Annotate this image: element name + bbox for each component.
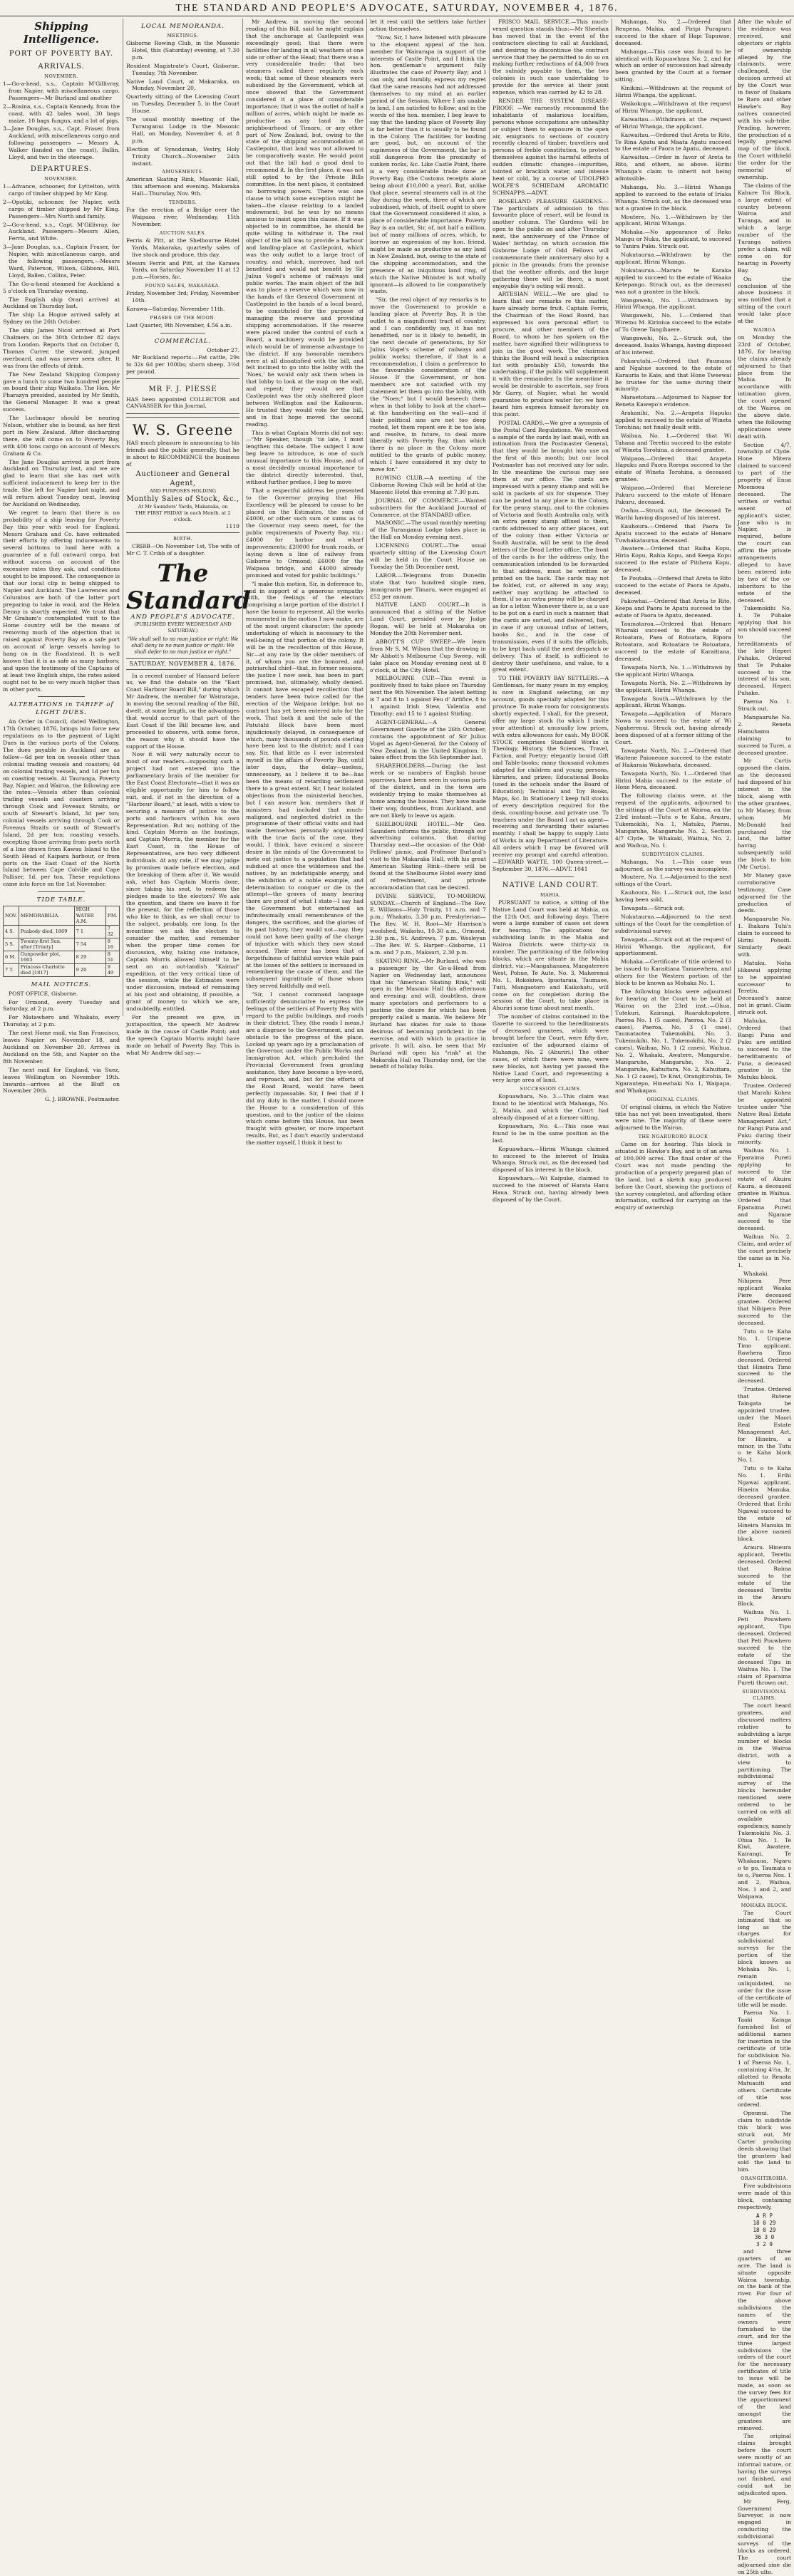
court-entry: Of original claims, in which the Native title has not yet been investigated, there were nine. The majority of these were adjourned to the Wairoa. (615, 1103, 731, 1132)
article-paragraph: let it rest until the settlers take further action themselves. (370, 19, 486, 32)
court-entry: On the conclusion of the above business it was notified that a sitting of the court would take place at the (738, 275, 791, 325)
court-entry: Tawapata North, No. 2.—Ordered that Waitene Paioneone succeed to the estate of Hakaraia Wakawhata, deceased. (615, 747, 731, 768)
court-entry: Kauhoura.—Ordered that Paora Te Apatu succeed to the estate of Henare Tuwhakataurua, deceased. (615, 522, 731, 544)
mail-paragraph: The next mail for England, via Suez, leaves Wellington on November 19th. Inwards—arrives at the Bluff on November 20th. (3, 1066, 120, 1095)
newspaper-logo: The Standard (126, 559, 251, 615)
divider (527, 876, 574, 877)
tide-heading: TIDE TABLE. (36, 896, 86, 904)
news-item: FRISCO MAIL SERVICE.—This much-vexed question stands thus:—Mr Sheehan has moved that in the event of the contractors electing to call at Auckland, and desiring to discontinue the contract service that they be permitted to do so on making further reductions of £4,000 from the subsidy payable to them, the two colonies in such case undertaking to provide for the service at their joint expense, which was carried by 42 to 28. (493, 19, 609, 96)
news-item: SKATING RINK.—Mr Burland, who was a passenger by the Go-a-Head from Napier on Wednesday last, announces that his "American Skating Rink," will open in the Masonic Hall this afternoon and evening; and will, doubtless, draw many spectators and performers to a pastime the desire for which has been properly called a mania. We believe Mr Burland has skates for sale to those desirous of becoming proficient in the exercise, and with which to practice in private. It will, also, be seen that Mr Burland will open his "rink" at the Makaraka Hall on Thursday next, for the benefit of holiday folks. (370, 957, 486, 1070)
list-item: 1—Advance, schooner, for Lyttelton, with cargo of timber shipped by Mr King. (3, 182, 120, 197)
court-entry: Awatere.—Ordered that Raiha Kopu, Hiria Kopu, Rahia Kopu, and Keepa Kopu succeed to the estate of Pitihera Kopu, deceased. (615, 545, 731, 574)
acreage-row: 18 0 29 (753, 2219, 776, 2226)
masthead: THE STANDARD AND PEOPLE'S ADVOCATE, SATURDAY, NOVEMBER 4, 1876. (0, 0, 794, 16)
publication-schedule: (PUBLISHED EVERY WEDNESDAY AND SATURDAY.) (134, 621, 232, 633)
list-item: Messrs Ferris and Pitt, at the Karawa Yards, on Saturday November 11 at 12 p.m.—Horses, &c. (126, 259, 239, 281)
news-item: ABBOTT'S CUP SWEEP.—We learn from Mr S. M. Wilson that the drawing in Mr Abbott's Melbourne Cup Sweep, will take place on Monday evening next at 8 o'clock, at the City Hotel. (370, 638, 486, 673)
departures-month: NOVEMBER. (44, 175, 78, 182)
table-cell: 4 S. (4, 925, 19, 938)
court-entry: Moutere, No. 1.—Withdrawn by the applicant, Hirini Whanga. (615, 213, 731, 227)
acreage-row: A R P (756, 2212, 773, 2219)
news-paragraph: The Luchnagar should be nearing Nelson, whither she is bound, as her first port in New Zealand. After discharging there, she will come on to Poverty Bay, with 400 tons cargo on account of Messrs Graham & Co. (3, 415, 120, 457)
court-entry: Opounui. The claim to subdivide this block was struck out, Mr Carter producing deeds showing that the grantees had sold the land to him. (738, 2110, 791, 2173)
column-4 (366, 19, 489, 1070)
list-item: Native Land Court, at Makaraka, on Monday, November 20. (126, 78, 239, 92)
court-entry: Tawapata North, No. 1.—Ordered that Hirini Mahia succeed to the estate of Hone Mera, deceased. (615, 770, 731, 791)
article-paragraph: This is what Captain Morris did not say:—"Mr Speaker, though 'tis late, I must lengthen this debate. The subject I now beg leave to introduce, is one of such unusual importance to this House, and of a most decidedly unusual importance to the district directly interested, that, without further preface, I beg to move (246, 429, 364, 485)
court-paragraph: PURSUANT to notice, a sitting of the Native Land Court was held at Mahia, on the 12th Oct. and following days. There were a large number of cases set down for hearing. The applications for subdividing lands in the Mahia and Wairoa Districts were thirty-six in number. The partitioning of the following blocks, which are situate in the Mahia district, viz:—Mangahanaea, Mangaterere West, Pohue, Te Aute, No. 3, Maherenui No. 1, Rokokiwa, Ipuotaraia, Taumaoe, Tuiti, Mangaotoro and Kaikohatu, will come on for completion during the session of the Court, to take place in Ahuriri some time about next month. (493, 899, 609, 1012)
acreage-row: 18 0 29 (753, 2226, 776, 2233)
birth-text: CRIBB—On November 1st, The wife of Mr C. T. Cribb of a daughter. (126, 542, 239, 557)
article-paragraph: "I make this motion, Sir, in deference to, and in support of a generous sympathy with, the feelings of the electors comprising a large portion of the district I have the honor to represent. All the works enumerated in the motion I now make, are of the most urgent character; the speedy undertaking of which is necessary to the well-being of that portion of the colony. It will be in the recollection of this House, Sir—at any rate by the older members of it, of whom you are the honored, and patriarchal chief—that, in former sessions, the justice I now seek, has been in part promised, but, ultimately, wholly denied. It cannot have escaped recollection that tenders have been twice called for the erection of the Waipaoa bridge, but no contract has yet been entered into for the work. That both it and the sale of the Patutahi Block have been most injudiciously delayed, in consequence of which, many thousands of pounds sterling have been lost to the district; and I can say, Sir, that little as I ever interested myself in the affairs of Poverty Bay, until later days, the delay—useless, unnecessary, as I believe it to be—has been the means of retarding settlement there to a great extent. Sir, I hear isolated objections from the ministerial benches, but I can assure hon. members that if ministers had included that much-maligned, and neglected district in the programme of their official visits and had made themselves personally acquainted with the true facts of the case, they would, I think, have evinced a sincere desire in the minds of the Government to mete out justice to a population that had subdued at once the wilderness and the natives, by an indefatigable energy, and the exhibition of a noble example, and determination to conquer or die in the attempt—the graves of many bearing there are proof of what I state—I say had the Government but entertained an infinitesimally small remembrance of the dangers, the sacrifices, and the glories of its past history, they would not—nay, they could not have been guilty of the charge of injustice with which they now stand accused. Their error has been that of forgetfulness of faithful service while pain at the losses of the settlers is increased in remembering the cause of them, and the subsequent ingratitude of those whom they served faithfully and well. (246, 580, 364, 990)
article-paragraph: "Sir, the real object of my remarks is to move the Government to provide a landing place at Poverty Bay. It is the outlet to a magnificent tract of country, and I can confidently say, it has not benefitted, nor is it likely to benefit, in the next decade of generations, by Sir Julius Vogel's scheme of railways and public works; therefore, if that is a recommendation, I claim a preference to the favourable consideration of the House. If the Government, or hon. members are not satisfied with my statement let them go into the lobby, with the "Noes;" but I would beseech them when in that lobby to look at the chart—at the handwriting on the wall—and if their political sins are not too deep rooted, let them repent ere it be too late, and resolve, in future, to deal more liberally with Poverty Bay, than which there is no place in the Colony more entitled to the grants of public money, which I have considered it my duty to move for." (370, 296, 486, 473)
land-court-location: MAHIA. (540, 891, 561, 898)
court-entry: The following claims were, at the request of the applicants, adjourned to the sittings of the Court at Wairoa, on the 23rd instant:—Tutu o te Kaha, Arauru, Tukemokihi, No. 1, Matuku, Pierau, Mangaruhe, Mangaruhe No. 2, Section 4/7 Clyde, Te Whakaki, Waihua, No. 2, and Waihua, No. 1. (615, 792, 731, 849)
subdivisional-heading: SUBDIVISIONAL CLAIMS. (742, 1689, 787, 1702)
court-entry: Owhio.—Struck out, the deceased Te Warihi having disposed of his interest. (615, 507, 731, 521)
list-item: 1—Go-a-head, s.s., Captain M'Gillivray, from Napier, with miscellaneous cargo. Passengers—Mr Burland and another (3, 81, 120, 101)
news-item: ROWING CLUB.—A meeting of the Gisborne Rowing Club will be held at the Masonic Hotel this evening at 7.30 p.m. (370, 475, 486, 495)
court-entry: Tawapata.—Struck out. (621, 905, 685, 912)
court-entry: Wangawehi, No. 1.—Ordered that Wiremu M. Kiriniua succeed to the estate of To Orene Tangihaere. (615, 312, 731, 333)
column-2 (123, 19, 251, 1056)
court-entry: The claims of the Kahure Toi Block, a large extent of country between Wairoa and Turanga, and in which a large number of the Turanga natives prefer a claim, will come on for hearing in Poverty Bay. (738, 182, 791, 274)
news-paragraph: The Go-a-head steamed for Auckland a 5 o'clock on Thursday evening. (3, 280, 120, 294)
court-entry: Mahuka. Ordered that Rangi Puna and Puku are entitled to succeed to the hereditaments of Puna, a deceased grantee in the Matuku block. (738, 1018, 791, 1081)
mail-heading: MAIL NOTICES. (31, 981, 92, 988)
news-item: SHELBOURNE HOTEL.—Mr Geo. Saunders informs the public, through our advertising columns, that during Thursday next—the occasion of the Odd-Fellows' picnic, and Professor Burland's visit to the Makaraka Hall, with his great American Skating Rink—there will be found at the Shelbourne Hotel every kind of refreshment, and private accommodation that can be desired. (370, 820, 486, 891)
greene-location: At Mr Saunders' Yards, Makaraka, on (138, 503, 228, 509)
court-entry: Mohaka.—Certificate of title ordered to be issued to Karaitiana Tamaewhera, and others for the Western portion of the block to be known as Mohaka No. 1. (615, 958, 731, 987)
table-header: NOV. (4, 906, 19, 926)
court-entry: Five subdivisions were made of this block, containing respectively, (738, 2183, 791, 2210)
tenders-heading: TENDERS. (168, 200, 197, 206)
news-item: POSTAL CARDS.—We give a synopsis of the Postal Card Regulations. We received a sample of the cards by last mail, with an intimation from the Postmaster General, that they would be brought into use on the first of this month; but our local Postmaster has not received any for sale. In the meantime the curious may see them at our office. The cards are impressed with a penny stamp and will be sold in packets of six for sixpence. They can be posted to any place in the Colony, for the penny stamp, and to the colonies of Victoria and South Australia only, with an extra penny stamp affixed to them, cards addressed to any other places, out of the colony than either Victoria or South Australia, will be sent to the dead letters of the Dead Letter office. The front of the cards is for the address only, the communication intended to be forwarded to that address, must be written or printed on the back. The cards may not be folded, cut, or altered in any way; neither may anything be attached to them, if so an extra penny will be charged as for a letter. Whenever there is, as a use to be put on a card in such a manner, that the cards are sorted, and delivered, fast, in case if any unusual influx of letters, books &c., and in the case of transmission, even if it suits the officials, to be kept back until the next despatch or delivery. This of itself, is sufficient to destroy their usefulness, and value, to a great extent. (493, 419, 609, 673)
court-entry: Tawapata.—Struck out at the request of Hirini Whanga, the applicant, for apportionment. (615, 936, 731, 957)
editorial-paragraph: For the present we give, in juxtaposition, the speech Mr Andrew made in the cause of Castle Point; and the speech Captain Morris might have made on behalf of Poverty Bay. This is what Mr Andrew did say:— (126, 1014, 239, 1056)
table-cell: 7 T. (4, 963, 19, 976)
table-row (4, 963, 120, 976)
greene-purposes: AND PURPOSES HOLDING (149, 487, 216, 494)
court-entry: Waihua No. 1. Peti Pouwhero applicant, Tipu deceased. Ordered that Peti Pouwhero succeed to the estate of the deceased Tipu in Waihua No. 1. The claim of Eparaima Pureti thrown out. (738, 1609, 791, 1687)
table-header: MEMORABILIA. (19, 906, 74, 926)
court-entry: The court heard grantees, and discussed matters relative to subdividing a large number of blocks in the Wairoa district, with a view to partitioning. The subdivisional survey of the blocks hereunder mentioned were ordered to be carried on with all available expediency, namely Tukemokihi No. 3. Ohua No. 1. Te Kiwi, Awatere, Kairangi, Te Whakaaua, Ngaru o te po, Taumata o te o, Paeroa Nos. 1 and 2, Waihua, Nos. 1 and 2, and Waipawa. (738, 1702, 791, 1900)
table-cell: 7 32 (105, 925, 119, 938)
court-entry: The Court intimated that so long as the charges for subdivisional surveys for the portion of the block known as Mohaka No. 1, remain unliquidated, no order for the issue of the certificate of title will be made. (738, 1909, 791, 2008)
news-item: JOURNAL OF COMMERCE.—Wanted subscribers for the Auckland Journal of Commerce, at the STANDARD office. (370, 497, 486, 518)
column-7 (734, 19, 794, 2575)
court-entry: Mr Curtis opposed the claim, as the deceased had disposed of his interest in the block, along with the other grantees, to Mr Maney, from whom Mr McDonald had purchased the land, the latter having subsequently sold the block to him (Mr Curtis). (738, 757, 791, 871)
court-entry: Kinikini.—Withdrawn at the request of Hirini Whanga, the applicant. (615, 85, 731, 99)
news-item: ARTESIAN WELL.—We are glad to learn that our remarks re this matter, have already borne fruit. Captain Ferris, the Chairman of the Road Board, has expressed his own personal effort to procure, and other members of the Board, to whom he has spoken on the matter, have signified their willingness to join in the good work. The chairman thinks the Board will head a subscription list with probably £50, towards the undertaking, if the public will supplement it with the remainder. In the meantime it would be desirable to ascertain, say from Mr Garry, of Napier, what he would guarantee to produce water for; we have heard him express himself favorably on this point. (493, 291, 609, 418)
court-entry: Paeroa No. 1. Struck out. (738, 698, 791, 713)
mail-paragraph: For Ormond, every Tuesday and Saturday, at 2 p.m. (3, 998, 120, 1013)
greene-name: W. S. Greene (132, 421, 234, 439)
court-entry: Mangaaruhe No. 2. Reneta Hamuhamu claiming to succeed to Turei, a deceased grantee. (738, 714, 791, 756)
court-entry: Mahanga, No. 2.—Ordered that Reupena, Mahia, and Piripi Purapuru succeed to the share of Hapi Tapuwae, deceased. (615, 19, 731, 46)
court-entry: Kaiwaitau.—Ordered that Areta te Rito, Te Rina Apatu and Maata Apatu succeed to the estate of Paora te Apatu, deceased. (615, 131, 731, 152)
wairoa-heading: WAIROA (753, 326, 776, 333)
court-entry: After the whole of the evidence was received, and objectors or rights of ownership alleged by the claimants, were challenged, the decision arrived at by the Court was in favor of Ihakara te Raro and other Hawke's Bay natives connected with his sub-tribe. Pending, however, the production of a legally prepared map of the block, the Court withheld the order for the memorial of ownership. (738, 19, 791, 180)
court-entry: Tawapata North, No. 2.—Withdrawn by the applicant, Hirini Whanga. (615, 679, 731, 693)
greene-business: Auctioneer and General Agent, (135, 470, 230, 487)
acreage-row: 36 3 0 (754, 2233, 775, 2240)
divider (38, 696, 85, 697)
piesse-name: MR F. J. PIESSE (148, 385, 217, 393)
table-cell: Twenty-first Sun. after [Trinity] (19, 938, 74, 951)
newspaper-subtitle: AND PEOPLE'S ADVOCATE. (130, 613, 235, 621)
court-entry: Arakanihi, No. 2.—Arapeta Hapuku applied to succeed to the estate of Wineta Torohina; not finally dealt with. (615, 410, 731, 430)
news-paragraph: The ship La Hogue arrived safely at Sydney on the 26th October. (3, 311, 120, 326)
news-item: MASONIC.—The usual monthly meeting of the Turanganui Lodge takes place in the Hall on Monday evening next. (370, 519, 486, 541)
list-item: Resident Magistrate's Court, Gisborne. Tuesday, 7th November. (126, 62, 239, 76)
table-cell: Peabody died, 1869 (19, 925, 74, 938)
list-item: For the erection of a Bridge over the Waipaoa river, Wednesday, 15th November. (126, 207, 239, 227)
court-entry: Waihua, No. 1.—Ordered that Wi Tahana and Teretiu succeed to the estate of Wineta Torohina, a deceased grantee. (615, 432, 731, 453)
court-entry: Tutu o te Kaha No. 1. Erihi Ngawai applicant, Hineira Manuka, deceased grantee. Ordered that Erihi Ngawai succeed to the estate of Hineira Manuka in the above named block. (738, 1465, 791, 1543)
court-entry: Te Poutaka.—Ordered that Areta te Rito succeed to the estate of Paora te Apatu, deceased. (615, 575, 731, 596)
table-cell: 6 M. (4, 951, 19, 963)
greene-schedule: THE FIRST FRIDAY in each Month, at 2 o'clock. (135, 509, 231, 522)
original-claims-heading: ORIGINAL CLAIMS. (646, 1096, 700, 1102)
court-entry: Wangawehi, No. 1.—Withdrawn by Hirini Whanga, the applicant. (615, 296, 731, 311)
news-paragraph: The ship James Nicol arrived at Port Chalmers on the 30th October 82 days from London. Reports that on October 8, Thomas Currer, the steward, jumped overboard, and was never seen after. It was from the effects of drink. (3, 327, 120, 369)
news-item: RENDER THE SYSTEM DISEASE-PROOF. —We earnestly recommend the inhabitants of malarious localities, persons whose occupations are unhealthy or subject them to exposure in the open air, emigrants to sections of country recently cleared of timber, travellers and persons of feeble constitution, to protect themselves against the harmful effects of sudden climatic changes—impurities, tainted or brackish water, and intense heat or cold, by a course of UDOLPHO WOLFE'S SCHIEDAM AROMATIC SCHNAPPS.—ADVT. (493, 97, 609, 196)
court-entry: Tawapata.—Application of Marara Nowa to succeed to the estate of Wi Ngaherenui. Struck out, having already been disposed of at a former sitting of the Court. (615, 710, 731, 745)
news-paragraph: The Jane Douglas arrived in port from Auckland on Thursday last, and we are glad to learn that she has met with sufficient inducement to keep her in the trade. She left for Napier last night, and will return about Tuesday next, leaving for Auckland on Wednesday. (3, 458, 120, 507)
list-item: American Skating Rink, Masonic Hall, this afternoon and evening. Makaraka Hall—Thursday, Nov. 9th. (126, 176, 239, 197)
commercial-heading: COMMERCIAL. (154, 337, 212, 345)
news-item: SHAREHOLDERS.—During the last week or so numbers of English house sparrows, have been seen in various parts of the district, and in the town are evidently trying to make themselves at home among the houses. They have made their way, doubtless, from Auckland, and are not likely to leave us again. (370, 762, 486, 819)
piesse-text: HAS been appointed COLLECTOR and CANVASSER for this Journal. (126, 395, 239, 410)
ngaruroro-heading: THE NGARURORO BLOCK (638, 1134, 708, 1140)
departures-heading: DEPARTURES. (30, 165, 93, 173)
court-entry: Nukutaurua.—Marara te Karaka applied to succeed to the estate of Waaka Ketepango. Struck out, as the deceased was not a grantee in the block. (615, 267, 731, 295)
court-entry: Waipaoa.—Ordered that Meretene Pakuru succeed to the estate of Henare Pakuru, deceased. (615, 485, 731, 505)
news-paragraph: The English ship Orari arrived at Auckland on Thursday last. (3, 296, 120, 310)
editorial-paragraph: Now it will very naturally occur to most of our readers—supposing such a project had not entered into the parliamentary brain of the member for the East Coast Electorate—that it was an eligible opportunity for him to follow suit, and, if not in the direction of a "Harbour Board," at least, with a view to securing a measure of justice to the ports and harbours within his own Representation. But no; nothing of the kind. Captain Morris as the hustings, and Captain Morris, the member for the East Coast, in the House of Representatives, are two very different individuals. At any rate, if we may judge by promises made before election, and the breaking of them after it. We would ask, what has Captain Morris done, since taking his seat, to redeem the pledges made to the electors? We ask the question, and there we leave it for the present, for the reflection of those who like to think, as we shall recur to the subject, probably, ere long. In the meantime we ask the electors to consider the matter, and remember when the proper time comes for discussion, why, taking one instance, Captain Morris allowed himself to be sent on an out-landish "Kaimai" expedition, at the very critical time of the session, while the Estimates were under discussion, instead of remaining at his post and obtaining, if possible, a grant of money to which we are, undoubtedly, entitled. (126, 751, 239, 1013)
news-paragraph: We regret to learn that there is no probability of a ship leaving for Poverty Bay this year with wool for England. Messrs Graham and Co. have estimated their efforts by offering inducements to several bottoms to load here with a guarantee of a full outward cargo, but without success on account of the excessive rates they ask, and conditions sought to be imposed. The consequence is that our local clip is being shipped to Napier and Auckland. The Lawrences and Columbus are both of the latter port preparing to take in wool, and the Helen Denny is shortly expected. We trust that Mr Graham's contemplated visit to the Home country will be the means of removing much of the objection that is raised against Poverty Bay as a safe port on account of large vessels having to hang on in the Roadstead. It is well known that it is as safe as many harbors; and upon the testimony of the Captains of at least two English ships, the rates asked ought not to be so very much higher than in other ports. (3, 509, 120, 693)
court-entry: Mr Maney gave corroborative testimony. Case adjourned for the production of deeds. (738, 871, 791, 914)
court-entry: Moutere, No. 1.—Adjourned to the next sittings of the Court. (615, 874, 731, 888)
court-entry: Maraetotara.—Adjourned to Napier for Reneta Kawepo's evidence. (615, 394, 731, 408)
list-item: Ferris & Pitt, at the Shelbourne Hotel Yards, Makaraka, quarterly sales of live stock and produce, this day. (126, 237, 239, 258)
table-row (4, 925, 120, 938)
table-header: P.M. (105, 906, 119, 926)
motto: "We shall sell to no man justice or right: We shall deny to no man justice or right: We shall defer to no man justice or right." (127, 636, 239, 655)
court-entry: and three quarters of an acre. The land is situate opposite Wairoa township, on the bank of the river. For four of the above subdivisions the names of the owners were furnished to the court, and for the three largest subdivisions the orders of the court for the necessary certificates of title to issue will be made, as soon as the survey fees for the apportionment of the land amongst the grantees are removed. (738, 2247, 791, 2431)
court-entry: Kopuawhara.—Wi Kaipuke, claimed to succeed to the interest of Harata Hanu Haua. Struck out, having already been disposed of by the Court. (493, 1175, 609, 1203)
meetings-heading: MEETINGS. (167, 33, 199, 38)
news-item: DIVINE SERVICE, TO-MORROW, SUNDAY.—Church of England—The Rev. E. Williams—Holy Trinity, 11 a.m. and 7 p.m.; Whakato, 3.30 p.m. Presbyterian—The Rev. W. H. Root—Mr Harrison's woolshed, Waikohu, 10.30 a.m., Ormond, 2.30 p.m., St. Andrews, 7 p.m. Wesleyan—The Rev. W. S. Harper—Gisborne, 11 a.m. and 7 p.m., Makauri, 2.30 p.m. (370, 892, 486, 956)
list-item: 2—Rosina, s.s., Captain Kennedy, from the coast, with 42 bales wool, 30 bags maize, 10 bags fungus, and a lot of pigs. (3, 103, 120, 124)
list-item: Last Quarter, 9th November, 4.56 a.m. (126, 322, 232, 329)
table-cell: 5 S. (4, 938, 19, 951)
list-item: 2—Opotiki, schooner, for Napier, with cargo of timber shipped by Mr King. Passengers—Mrs North and family. (3, 198, 120, 219)
court-entry: Trustee. Ordered that Marahi Kohea be appointed trustee under "the Native Real Estate Management Act," for Rangi Puna and Puku during their minority. (738, 1082, 791, 1146)
court-paragraph: The number of claims contained in the Gazette to succeed to the hereditaments of deceased grantees, which were brought before the Court, were fifty-five, exclusive of the adjourned claims of Mahanga, No. 2 (Ahuriri.) The other cases, of which there were nine, were new blocks, not having yet passed the Native Land Court, and representing a very large area of land. (493, 1013, 609, 1084)
court-entry: Tukemokihi No. 1. Te Puhake applying that his son should succeed to the hereditaments of the late Heperi Puhake. Ordered that Te Puhake succeed to the interest of his son, deceased, Heperi Puhake. (738, 605, 791, 697)
court-entry: Nukutaurua.—Adjourned to the next sittings of the Court for the completion of subdivisional survey. (615, 913, 731, 934)
court-entry: Mahanga.—This case was found to be identical with Kopuawhara No. 2, and for which an order of succession had already been granted by the Court at a former sitting. (615, 48, 731, 83)
court-entry: Mohaka.—No appearance of Reko Mangu or Nuku, the applicant, to succeed to Tanira Puku. Struck out. (615, 229, 731, 250)
succession-heading: SUCCESSION CLAIMS. (520, 1086, 582, 1092)
table-cell: 7 54 (74, 938, 105, 951)
court-entry: Section 4/7, township of Clyde. Hone Mitera claimed to succeed to part of the property of Enua Moemoea deceased. The written or verbal assent of applicant's sister, Jane who is in Napier, is required, before the court can affirm the private arrangements alleged to have been entered into by two of the co-inheritors to the estate of the deceased. (738, 441, 791, 604)
list-item: Friday, November 3rd; Friday, November 10th. (126, 290, 239, 304)
court-entry: Waihua No. 1. Eparaima Pureti applying to succeed to the estate of Akuira Kaura, a deceased grantee in Waihua. Ordered that Eparaima Pureti and Ngamoe succeed to the deceased. (738, 1147, 791, 1232)
land-court-heading: NATIVE LAND COURT. (502, 881, 599, 889)
list-item: 3—Jane Douglas, s.s., Captain Fraser, for Napier, with miscellaneous cargo, and the following passengers,—Messrs Ward, Paterson, Wilson, Gibbons, Hill, Lloyd, Ballen, Collins, Peter. (3, 244, 120, 279)
court-entry: Arauru. Hineura applicant, Teretiu deceased. Ordered that Raima succeed to the estate of the deceased Teretiu in the Arauru Block. (738, 1544, 791, 1608)
court-entry: Kaiwaitau.—Order in favor of Areta te Rito, and others, as above. Hirini Whanga's claim to inherit not being admissible. (615, 154, 731, 182)
column-5 (489, 19, 612, 1203)
court-entry: Mr Ferg, Government Surveyor, is now engaged in conducting the subdivisional surveys of the blocks as ordered. The court adjourned sine die on 25th ulto. (738, 2498, 791, 2575)
court-entry: Wangawehi, No. 2.—Struck out, the deceased, Iaaka Whanga, having disposed of his interest. (615, 335, 731, 356)
piesse-advertisement (126, 378, 239, 415)
court-entry: Mahanga, No. 3.—Hirini Whanga applied to succeed to the estate of Iriaka Whanga. Struck out, as the deceased was not a grantee in the block. (615, 183, 731, 212)
column-3 (242, 19, 366, 1147)
article-paragraph: That a respectful address be presented to the Governor praying that His Excellency will be pleased to cause to be placed on the Estimates, the sum of £4000, or other such sum or sums as to the Governor may seem meet, for the public requirements of Poverty Bay, viz.: £4000 for harbor and wharf improvements; £20000 for trunk roads, or laying down a line of railway from Gisborne to Ormond; £6000 for the Waipaoa bridge, and £4000 already promised and voted for public buildings." (246, 487, 364, 579)
table-row (4, 938, 120, 951)
commercial-text: Mr Buckland reports:—Fat cattle, 29s to 32s 6d per 100lbs; shorn sheep, 3½d per pound. (126, 353, 239, 375)
list-item: Karawa—Saturday, November 11th. (126, 306, 225, 313)
court-entry: Waihua No. 2. Claim, and order of the court precisely the same as in No. 1. (738, 1233, 791, 1268)
court-entry: Mahanga, No. 1.—This case was adjourned, as the survey was incomplete. (615, 858, 731, 872)
table-cell: 9 49 (105, 963, 119, 976)
list-item: 2—Go-a-head, s.s., Capt. M'Gillivray, for Auckland. Passengers—Messrs Allen, Ferris, and White. (3, 221, 120, 242)
editorial-paragraph: In a recent number of Hansard before us, we find the debate on the "East Coast Harbour Board Bill," during which Mr Andrew, the member for Wairarapa, in moving the second reading of the Bill, dwelt, at some length, on the advantages that would accrue to that part of the East Coast if the Bill became law, and proceeded to observe, with some force, the reason why it should have the support of the House. (126, 672, 239, 750)
column-6 (612, 19, 734, 1211)
table-row (4, 951, 120, 963)
court-entry: Waipaoa.—Ordered that Arapeta Hapuku and Paora Roropa succeed to the estate of Wineta Torohina, a deceased grantee. (615, 455, 731, 483)
court-entry: Matuku. Noha Hikawai applying to be appointed successor to Teretiu. Deceased's name not in grant. Claim struck out. (738, 959, 791, 1016)
court-entry: Whakaki. Nihipera Pere applicant Waaka Piere deceased grantee. Ordered that Nihipera Pere succeed to the deceased. (738, 1270, 791, 1327)
table-header: HIGH WATER A.M. (74, 906, 105, 926)
table-cell: 7 1 (74, 925, 105, 938)
greene-advertisement (126, 417, 239, 533)
acreage-row: 3 2 9 (756, 2240, 773, 2247)
court-entry: Paeroa No. 1. Taaki Kainga furnished list of additional names for insertion in the certificate of title for subdivision No. 1 of Paeroa No. 1, containing 4½a. 3r, allotted to Renata Matuauiti and others. Certificate of title was ordered. (738, 2009, 791, 2109)
table-cell: Gunpowder plot, 1605 (19, 951, 74, 963)
court-entry: on Monday the 23rd of October, 1876, for hearing the claims already adjourned to that place from the Mahia. In accordance with intimation given, the court opened at the Wairoa on the above date, when the following applications were dealt with. (738, 333, 791, 440)
news-item: LABOR.—Telegrams from Dunedin state that two hundred single men, immigrants per Timaru, were engaged at £52 per annum. (370, 571, 486, 600)
orangitirohia-heading: ORANGITIROHIA. (741, 2176, 788, 2182)
court-entry: Kauhoura, No. 1.—Struck out, the land having been sold. (615, 889, 731, 904)
local-memoranda-heading: LOCAL MEMORANDA. (141, 23, 225, 30)
arrivals-heading: ARRIVALS. (38, 63, 85, 71)
news-paragraph: The New Zealand Shipping Company gave a lunch to some two hundred people on board their ship Waikato. The Hon. Mr Pharazyn presided, assisted by Mr Smith, the General Manager. It was a great success. (3, 371, 120, 413)
list-item: Election of Synodsman, Vestry, Holy Trinity Church—November 24th instant. (126, 145, 239, 167)
list-item: Quarterly sitting of the Licensing Court on Tuesday, December 5, in the Court House. (126, 93, 239, 115)
article-paragraph: Mr Andrew, in moving the second reading of this Bill, said he might explain that the anchorage at Castlepoint was exceedingly good; that there were facilities for landing in all weathers at one side or other of the Head; that there was a very considerable trade; that two steamers called there regularly each week; that some of these steamers were subsidised by the Government, which at once showed that the Government considered it a place of considerable importance; that it was the outlet of half a million of acres, which might be made as productive as any land in the neighbourhood of Timaru, or any other part of New Zealand, but, owing to the state of the shipping accommodation at Castlepoint, that land was not allowed to be comparatively waste. He would point out that the bill had a good deal to recommend it. In the first place, it was not still opted to by the Private Bills committee. In the next place, it contained no borrowing powers. There was one clause to which some exception might be taken—the clause relating to a landed endowment; but he was by no means anxious to insist upon this clause. If it was objected to in committee, he should be quite willing to withdraw it. The real object of the bill was to provide a harbour and landing-place at Castlepoint, which was the only outlet to a large tract of country, and which, moreover, had not benefited and would not benefit by Sir Julius Vogel's scheme of railways and public works. The main object of the bill was to place a reserve which was now in the hands of the General Government at Castlepoint in the hands of a local board, to be constituted for the purpose of managing the reserve and providing shipping accommodation. If the reserve were placed under the control of such a Board, a machinery would be provided which would be of immense advantage to the district. If any honorable members were at all dissatisfied with the bill, and felt inclined to go into the lobby with the 'Noes,' he would only ask them when in that lobby to look at the map on the wall, and repent; they would see that Castlepoint was the only sheltered place between Wellington and the Kaikouras. He trusted they would vote for the bill, and in that hope moved the second reading. (246, 19, 364, 428)
court-entry: Nukutaurua.—Withdrawn by the applicant, Hirini Whanga. (615, 252, 731, 265)
auction-heading: AUCTION SALES. (159, 229, 207, 236)
court-entry: Waikokopu.—Withdrawn at the request of Hirini Whanga, the applicant. (615, 100, 731, 114)
moon-heading: PHASES OF THE MOON. (150, 315, 216, 321)
news-item: ROSELAND PLEASURE GARDENS.—The particulars of admission to this favourite place of resort, will be found in another column. The Gardens will be open to the public on and after Thursday next, the anniversary of the Prince of Wales' birthday, on which occasion the Gisborne Lodge of Odd Fellows will commemorate their anniversary also by a picnic in the grounds; from the promise that the weather affords, and the large gathering there will be there, a most enjoyable day's outing will result. (493, 197, 609, 289)
court-entry: The following blocks were adjourned for hearing at the Court to be held at Wairoa on the 23rd inst.:—Ohua, Tutekuri, Kairangi, Ruarakitoputere, Paeroa No. 1 (5 cases), Paeroa, No. 2 (3 cases), Paeroa, No. 3 (1 case), Taumataotea Tukemokihi, No. 3, Tukemokihi, No. 1, Tukemokihi, No. 2 (2 cases), Waihua, No. 1 (2 cases), Waihua, No. 2, Whakaki, Awatere, Mangaruhe, Mangaruhe, Mangaruhe, No. 2, Mangaruhe, Kahuitara, No. 2, Kahuitara, No. 1 (2 cases), Te Kiwi, Orangitirohia, Te Ngarautepo, Hinewhaki No. 1, Waipapa, and Whakapau. (615, 988, 731, 1094)
court-entry: Kopuawhara, No. 4.—This case was found to be in the same position as the last. (493, 1122, 609, 1144)
mail-signature: G. J. BROWNE, Postmaster. (45, 1096, 120, 1103)
mohaka-heading: MOHAKA BLOCK. (741, 1902, 788, 1908)
court-entry: Tawapata North, No. 1.—Withdrawn by the applicant Hirini Whanga. (615, 663, 731, 678)
table-cell: 8 29 (74, 951, 105, 963)
tide-table (3, 906, 120, 977)
list-item: Gisborne Rowing Club, in the Masonic Hotel, this (Saturday) evening, at 7.30 p.m. (126, 40, 239, 61)
mail-paragraph: The next Home mail, via San Francisco, leaves Napier on November 18, and Auckland on November 20. Arrives in Auckland on the 5th, and Napier on the 8th November. (3, 1030, 120, 1065)
news-item: AGENT-GENERAL.—A General Government Gazette of the 26th October, contains the appointment of Sir Julius Vogel as Agent-General, for the Colony of New Zealand, in the United Kingdom. It takes effect from the 5th September last. (370, 718, 486, 761)
court-entry: Came on for hearing. This block is situated in Hawke's Bay, and is of an area of 100,000 acres. The final order of the Court was not made pending the production of a properly prepared plan of the land, but a sketch map produced before the Court, showing the portions of the survey completed, and affording other information, sufficed for carrying on the enquiry of ownership (615, 1141, 731, 1211)
amusements-heading: AMUSEMENTS. (162, 169, 204, 175)
court-entry: Kaiwaitau.—Withdrawn at the request of Hirini Whanga, the applicant. (615, 115, 731, 130)
divider (38, 891, 85, 892)
court-entry: Pakarutahi.—Ordered that Paumana and Ngahue succeed to the estate of Karauria te Kaie, and that Hone Tweewai be trustee for the same during their minority. (615, 357, 731, 393)
court-entry: Kopuawhara, No. 3.—This claim was found to be identical with Mahanga, No. 2, Mahia, and which the Court had already disposed of at a former sitting. (493, 1093, 609, 1122)
news-item: TO THE POVERTY BAY SETTLERS.—A Gentleman, for many years in my employ, is now in England selecting, on my account, goods specially adapted for this province. To make room for consignments shortly expected, I shall, for the present, offer my large stock (to which I invite your attention) at unusually low prices, with extra allowances for cash. My BOOK STOCK comprises Standard Works in Theology, History, the Sciences, Travel, Fiction, and Poetry; elegantly bound Gift and Table-books; many thousand volumes adapted for children and young persons, libraries, and prizes; Educational Books (used in the schools under the Board of Education); Technical and Toy Books, Maps, &c. In Stationery I keep full stocks of every description required for the desk, counting-house, and private use. To teachers under the Board I act as agent—receiving and forwarding their salaries monthly. I shall be happy to supply Lists of Works in any Department of Literature. All orders which I may be favored will receive my prompt and careful attention.—EDWARD WAYTE, 100 Queen-street.—September 30, 1876.—ADVT. 1041 (493, 675, 609, 872)
greene-number: 1119 (225, 522, 239, 529)
edition-date: SATURDAY, NOVEMBER 4, 1876. (126, 658, 239, 670)
column-1 (0, 19, 123, 1103)
article-paragraph: "Now, Sir, I have listened with pleasure to the eloquent appeal of the hon. member for Wairarapa in support of the interests of Castle Point, and I think the hon. gentleman's argument fully illustrates the case of Poverty Bay; and I can only, and humbly, express my regret that the same reasons had not addressed themselves to my mind at an earlier period of the Session. Where I am unable to land, I am satisfied to follow; and in the words of the hon. member, I beg leave to say that the landing place of Poverty Bay is far better than it is usually to be found in the Colony. The facilities for landing are good, but, on account of the supineness of the Government, the bar is still dangerous from the proximity of sunken rocks, &c. Like Castle Point, there is a very considerable trade done at Poverty Bay, (the Customs receipts alone being about £10,000 a year). But, unlike that place, several steamers call in at the Bay during the week, three of which are subsidised, which, of itself, ought to show that the Government considered it also, a place of considerable importance. Poverty Bay is an outlet, Sir, of, not half a million, but of many millions of acres, which, to borrow an expression of my hon. friend, might be made as productive as any land in New Zealand, but, owing to the state of the shipping accommodation, and the presence of an iniquitous land ring, of which the Native Minister is not wholly ignorant—is allowed to lie comparatively waste. (370, 33, 486, 295)
list-item: 3—Jane Douglas, s.s., Capt. Fraser, from Auckland, with miscellaneous cargo and following passengers — Messrs A. Walker (landed on the coast), Ballin, Lloyd, and two in the steerage. (3, 125, 120, 161)
table-cell: 8 16 (105, 938, 119, 951)
court-entry: Taumataroa.—Ordered that Henare Wharaki succeed to the estate of Rotoatara, Paea of Rotoatara, Ripora Rotoatara, and Rotoatara te Rotoatara, succeed to the estate of Karaitiana, deceased. (615, 620, 731, 663)
news-item: NATIVE LAND COURT.—It is announced that a sitting of the Native Land Court, presided over by Judge Rogan, will be held at Makaraka on Monday the 20th November next. (370, 601, 486, 637)
table-cell: Princess Charlotte died [1817] (19, 963, 74, 976)
court-entry: Kopuawhara.—Hirini Whanga claimed to succeed to the interest of Iriaka Whanga. Struck out, as the deceased had disposed of his interest in the block. (493, 1145, 609, 1174)
news-item: LICENSING COURT.—The usual quarterly sitting of the Licensing Court will be held in the Court House on Tuesday the 5th December next. (370, 542, 486, 570)
port-heading: PORT OF POVERTY BAY. (9, 50, 114, 58)
greene-text: HAS much pleasure in announcing to his friends and the public generally, that he is about to RECOMMENCE the business of (126, 440, 239, 468)
table-cell: 9 20 (74, 963, 105, 976)
commercial-date: October 27. (207, 346, 239, 353)
court-entry: Tawapata South.—Withdrawn by the applicant, Hirini Whanga. (615, 695, 731, 709)
birth-heading: BIRTH. (173, 535, 192, 542)
pound-heading: POUND SALES, MAKARAKA. (145, 283, 221, 289)
court-entry: Tutu o te Kaha No. 1. Urupene Timo applicant. Rawhera Timo deceased. Ordered that Hineira Timo succeed to the deceased. (738, 1328, 791, 1385)
mail-paragraph: For Matawhero and Whakato, every Thursday, at 2 p.m. (3, 1014, 120, 1028)
list-item: The usual monthly meeting of the Turanganui Lodge in the Masonic Hall, on Monday, November 6, at 8 p.m. (126, 116, 239, 144)
table-cell: 8 51 (105, 951, 119, 963)
news-item: MELBOURNE CUP.—This event is positively fixed to take place on Thursday next the 9th November. The latest betting is 7 and 8 to 1 against Feu d' Artifice, 8 to 1 against Irish Stew, Valentia and Timothy; and 15 to 1 against Stirling. (370, 675, 486, 717)
court-entry: Pakowhai.—Ordered that Areta te Rito, Keepa and Paora te Apatu succeed to the estate of Paora te Apatu, deceased. (615, 597, 731, 619)
article-paragraph: "Sir, I cannot command language sufficiently denunciative to express the feelings of the settlers of Poverty Bay with regard to the public buildings, and roads in their district. They, (the roads I mean,) are a disgrace to the Government, and an obstacle to the progress of the place. Locked up years ago by a proclamation of the Governor, under the Public Works and Immigration Act, which precluded the Provincial Government from granting assistance, they have become a bye-word, and reproach, and, but for the efforts of the Road Board, would have been perfectly impassable. Sir, I feel that if I did my duty in the matter, I should move the House to a consideration of this question, and to the justice of the claims which come before this House, has been fraught with greater, or more important results. But, as I don't exactly understand the matter myself, I think it best to (246, 991, 364, 1147)
greene-monthly: Monthly Sales of Stock, &c., (126, 495, 239, 503)
court-entry: Mangaaruhe No. 1. Ihakara Tuhi's claim to succeed to Hirini Pohoiti. Similarly dealt with. (738, 916, 791, 958)
tariff-heading: ALTERATIONS in TARIFF of LIGHT DUES. (9, 701, 114, 717)
court-entry: Trustee. Ordered that Rutene Taingata be appointed trustee, under the Maori Real Estate Management Act, for Hineira, a minor, in the Tutu o te Kaha block No. 1. (738, 1386, 791, 1464)
shipping-title: Shipping Intelligence. (23, 20, 100, 46)
mail-paragraph: POST OFFICE, Gisborne. (9, 990, 78, 997)
tariff-text: An Order in Council, dated Wellington, 17th October, 1876, brings into force new regulations as to the payment of Light Dues in the various ports of the Colony. The dues payable in Auckland are as follow—6d per ton on vessels other than colonial trading vessels and coasters; 4d on colonial trading vessels, and 1d per ton on coasting vessels. At Tauranga, Poverty Bay, Napier, and Wairoa, the following are the rates:—Vessels other than colonial trading vessels and coasters arriving through Cook and Foveaux Straits, or south of Stewart's Island, 3d per ton; colonial vessels arriving through Cook or Foveaux Straits or south of Stewart's Island, 2d per ton; coasting vessels, excepting those arriving from ports north of a line drawn from Kawau Island to the South Head of Kaipara harbour, or from ports on the East Coast of the North Island between Cape Colville and Cape Palliser, 1d. per ton. These regulations came into force on the 1st November. (3, 718, 120, 888)
arrivals-month: NOVEMBER. (44, 73, 78, 79)
subdivision-heading: SUBDIVISION CLAIMS. (641, 851, 705, 857)
court-entry: The original claims brought before the court were mostly of an informal nature, or having the surveys not finished, and could not be adjudicated upon. (738, 2433, 791, 2496)
